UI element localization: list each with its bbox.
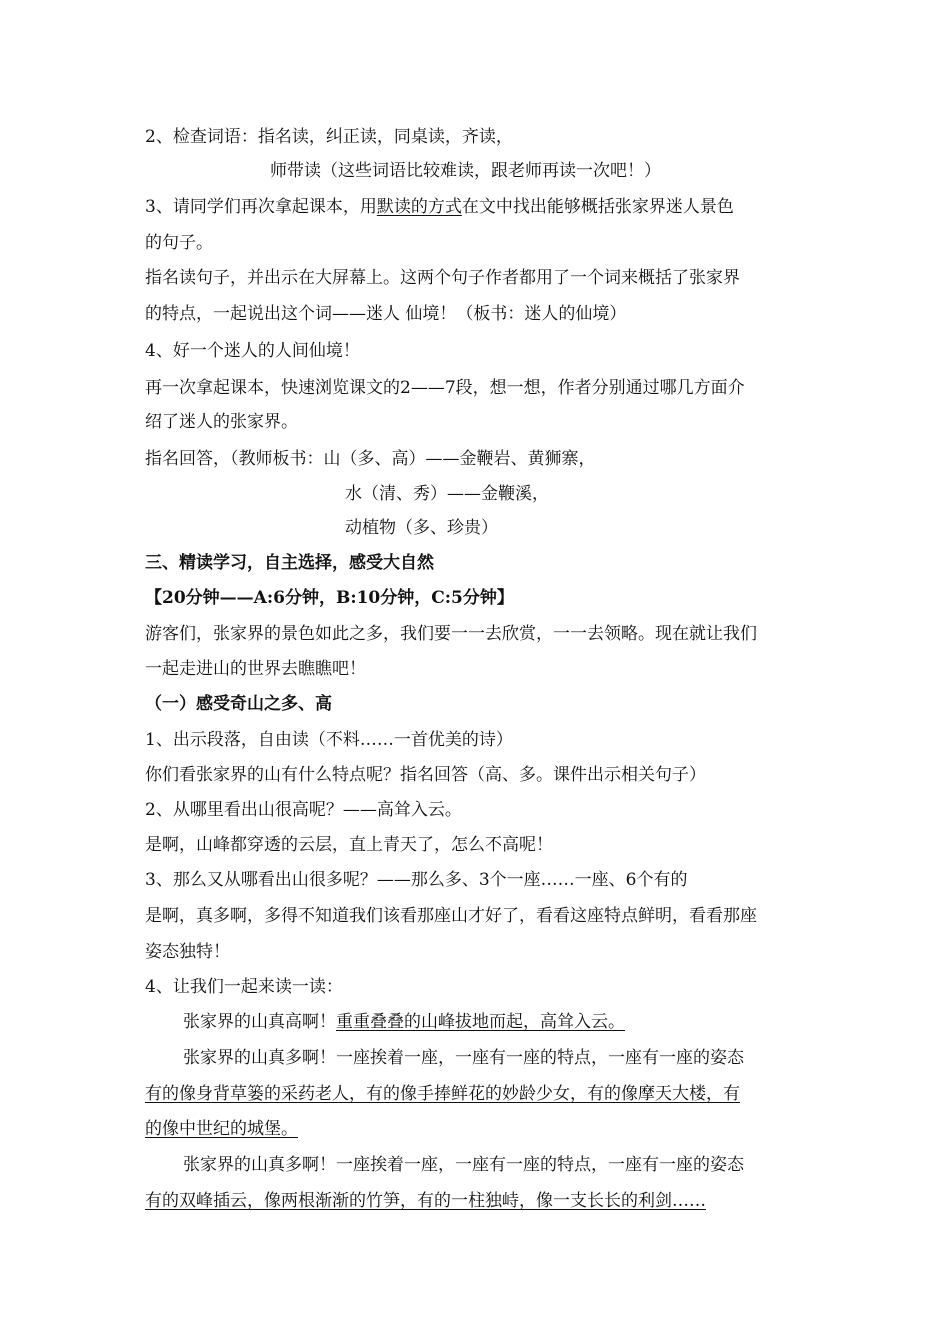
text-segment: 在文中找出能够概括张家界迷人景色 — [461, 197, 734, 217]
text-line: 是啊，山峰都穿透的云层，直上青天了，怎么不高呢！ — [145, 835, 553, 855]
text-line: 张家界的山真多啊！一座挨着一座，一座有一座的特点，一座有一座的姿态 — [183, 1155, 744, 1175]
underlined-text: 的像中世纪的城堡。 — [145, 1119, 298, 1139]
section-heading: 三、精读学习，自主选择，感受大自然 — [145, 553, 434, 573]
underlined-text: 重重叠叠的山峰拔地而起，高耸入云。 — [336, 1012, 625, 1032]
text-line: 4、好一个迷人的人间仙境！ — [145, 341, 360, 361]
text-line — [145, 195, 890, 219]
text-line: 的句子。 — [145, 233, 213, 253]
text-line: 指名回答，（教师板书：山（多、高）——金鞭岩、黄狮寨， — [145, 449, 596, 469]
text-line: 姿态独特！ — [145, 942, 230, 962]
text-line: 游客们，张家界的景色如此之多，我们要一一去欣赏，一一去领略。现在就让我们 — [145, 624, 757, 644]
text-line: 一起走进山的世界去瞧瞧吧！ — [145, 659, 366, 679]
text-line: 4、让我们一起来读一读： — [145, 977, 343, 997]
text-line: 是啊，真多啊，多得不知道我们该看那座山才好了，看看这座特点鲜明，看看那座 — [145, 906, 757, 926]
text-line: 师带读（这些词语比较难读，跟老师再读一次吧！） — [270, 161, 661, 181]
text-line: 2、从哪里看出山很高呢？——高耸入云。 — [145, 800, 462, 820]
text-segment: 3、请同学们再次拿起课本，用 — [145, 197, 377, 217]
text-line: 水（清、秀）——金鞭溪， — [345, 484, 549, 504]
text-line: 你们看张家界的山有什么特点呢？指名回答（高、多。课件出示相关句子） — [145, 765, 706, 785]
text-line — [145, 1117, 890, 1141]
underlined-text: 有的双峰插云，像两根渐渐的竹笋，有的一柱独峙，像一支长长的利剑…… — [145, 1191, 706, 1211]
text-line: 指名读句子，并出示在大屏幕上。这两个句子作者都用了一个词来概括了张家界 — [145, 268, 740, 288]
subsection-heading: （一）感受奇山之多、高 — [145, 694, 332, 714]
text-line: 再一次拿起课本，快速浏览课文的2——7段，想一想，作者分别通过哪几方面介 — [145, 378, 745, 398]
text-line — [145, 1082, 890, 1106]
text-line: 的特点，一起说出这个词——迷人 仙境！（板书：迷人的仙境） — [145, 304, 627, 324]
text-segment: 张家界的山真高啊！ — [183, 1012, 336, 1032]
underlined-text: 默读的方式 — [376, 197, 462, 217]
text-line: 1、出示段落，自由读（不料……一首优美的诗） — [145, 730, 513, 750]
text-line — [183, 1010, 890, 1034]
text-line: 2、检查词语：指名读，纠正读，同桌读，齐读， — [145, 127, 513, 147]
text-line: 3、那么又从哪看出山很多呢？——那么多、3个一座……一座、6个有的 — [145, 870, 688, 890]
time-allocation: 【20分钟——A:6分钟，B:10分钟，C:5分钟】 — [145, 588, 514, 608]
text-line — [145, 1189, 890, 1213]
text-line: 张家界的山真多啊！一座挨着一座，一座有一座的特点，一座有一座的姿态 — [183, 1048, 744, 1068]
text-line: 动植物（多、珍贵） — [345, 518, 498, 538]
underlined-text: 有的像身背草篓的采药老人，有的像手捧鲜花的妙龄少女，有的像摩天大楼，有 — [145, 1084, 740, 1104]
text-line: 绍了迷人的张家界。 — [145, 412, 298, 432]
